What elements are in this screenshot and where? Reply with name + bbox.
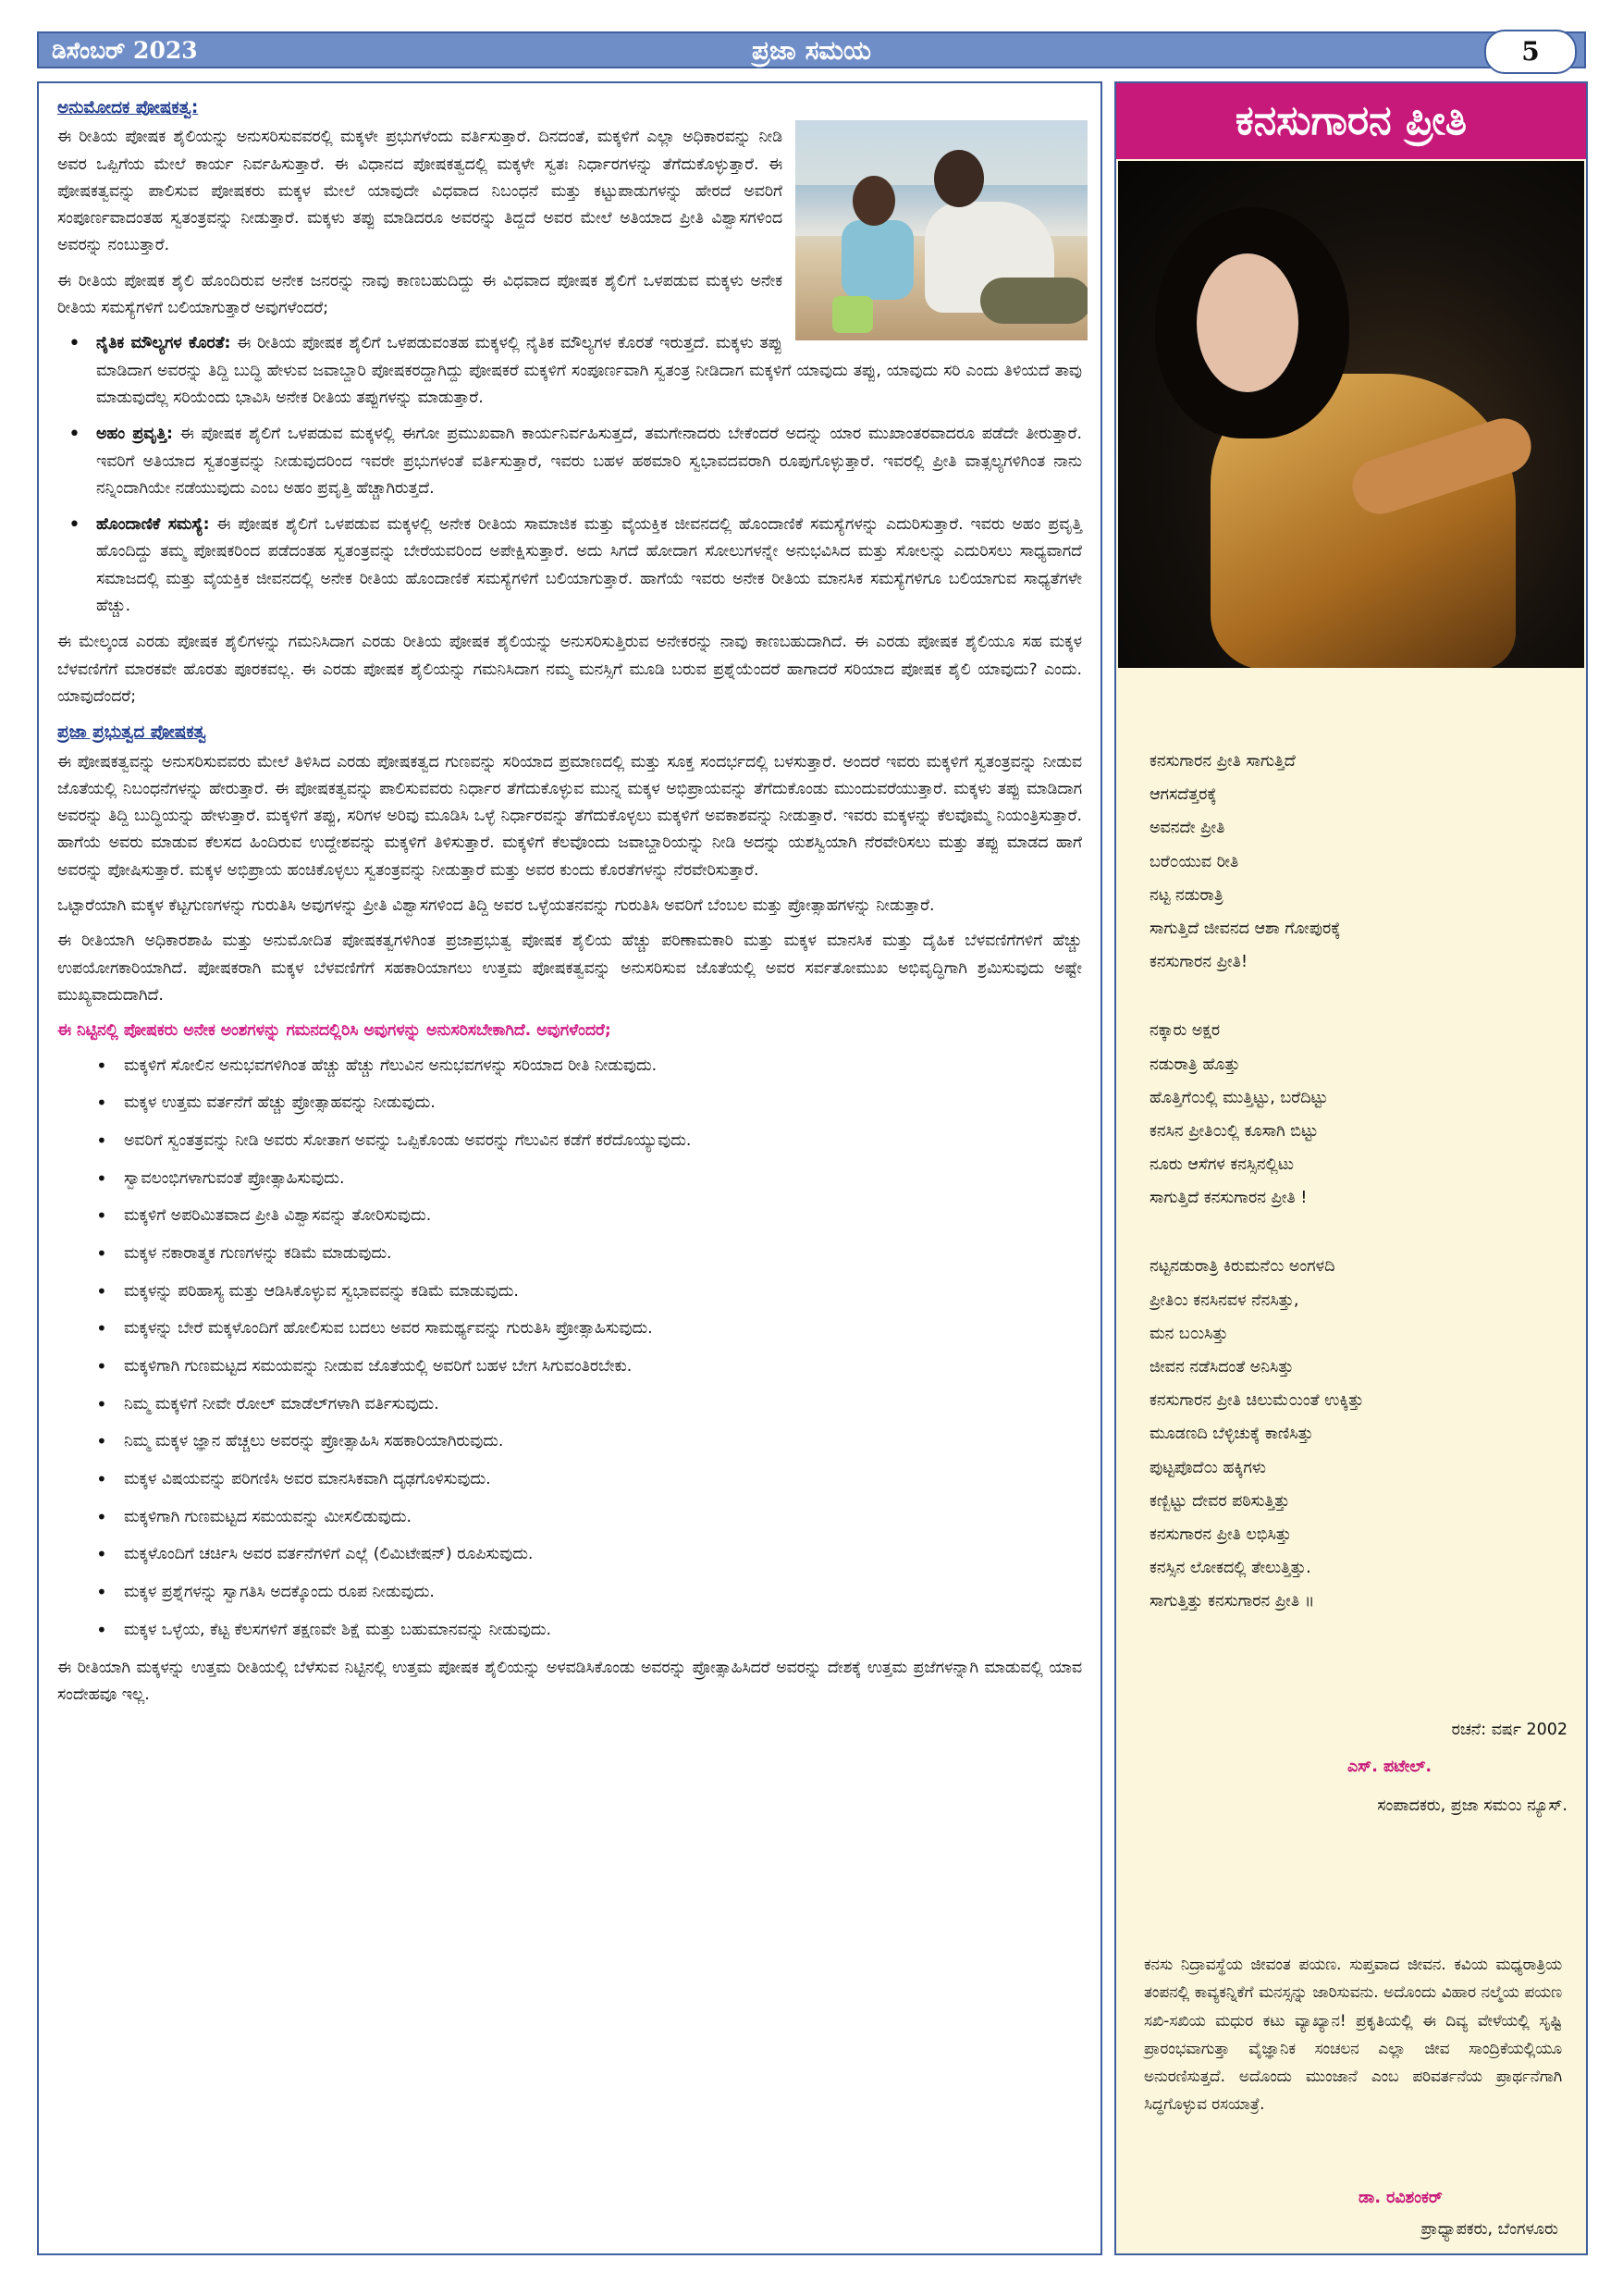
paragraph: ಒಟ್ಟಾರೆಯಾಗಿ ಮಕ್ಕಳ ಕೆಟ್ಟಗುಣಗಳನ್ನು ಗುರುತಿಸಿ ಅವುಗಳನ್ನು ಪ್ರೀತಿ ವಿಶ್ವಾಸಗಳಿಂದ ತಿದ್ದಿ ಅವರ ಒಳ್ಳೆಯತನವನ್ನು ಗುರುತಿಸಿ ಅವರಿಗೆ ಬೆಂಬಲ ಮತ್ತು ಪ್ರೋತ್ಸಾಹಗಳನ್ನು ನೀಡುತ್ತಾರೆ. — [57, 896, 935, 916]
paragraph: ಈ ರೀತಿಯ ಪೋಷಕ ಶೈಲಿಯನ್ನು ಅನುಸರಿಸುವವರಲ್ಲಿ ಮಕ್ಕಳೇ ಪ್ರಭುಗಳೆಂದು ವರ್ತಿಸುತ್ತಾರೆ. ದಿನದಂತೆ, ಮಕ್ಕಳಿಗೆ ಎಲ್ಲಾ ಅಧಿಕಾರವನ್ನು ನೀಡಿ ಅವರ ಒಪ್ಪಿಗೆಯ ಮೇಲೆ ಕಾರ್ಯ ನಿರ್ವಹಿಸುತ್ತಾರೆ. ಈ ವಿಧಾನದ ಪೋಷಕತ್ವದಲ್ಲಿ ಮಕ್ಕಳೇ ಸ್ವತಃ ನಿರ್ಧಾರಗಳನ್ನು ತೆಗೆದುಕೊಳ್ಳುತ್ತಾರೆ. ಈ ಪೋಷಕತ್ವವನ್ನು ಪಾಲಿಸುವ ಪೋಷಕರು ಮಕ್ಕಳ ಮೇಲೆ ಯಾವುದೇ ವಿಧವಾದ ನಿಬಂಧನೆ ಮತ್ತು ಕಟ್ಟುಪಾಡುಗಳನ್ನು ಹೇರದೆ ಅವರಿಗೆ ಸಂಪೂರ್ಣವಾದಂತಹ ಸ್ವತಂತ್ರವನ್ನು ನೀಡುತ್ತಾರೆ. ಮಕ್ಕಳು ತಪ್ಪು ಮಾಡಿದರೂ ಅವರನ್ನು ತಿದ್ದದೆ ಅವರ ಮೇಲೆ ಅತಿಯಾದ ಪ್ರೀತಿ ವಿಶ್ವಾಸಗಳಿಂದ ಅವರನ್ನು ನಂಬುತ್ತಾರೆ. — [57, 128, 782, 255]
tips-list — [57, 1053, 1082, 1645]
poem-line: ಕನಸುಗಾರನ ಪ್ರೀತಿ ಲಭಿಸಿತ್ತು — [1150, 1524, 1292, 1544]
paragraph: ಈ ಪೋಷಕತ್ವವನ್ನು ಅನುಸರಿಸುವವರು ಮೇಲೆ ತಿಳಿಸಿದ ಎರಡು ಪೋಷಕತ್ವದ ಗುಣವನ್ನು ಸರಿಯಾದ ಪ್ರಮಾಣದಲ್ಲಿ ಮತ್ತು ಸೂಕ್ತ ಸಂದರ್ಭದಲ್ಲಿ ಬಳಸುತ್ತಾರೆ. ಅಂದರೆ ಇವರು ಮಕ್ಕಳಿಗೆ ಸ್ವತಂತ್ರವನ್ನು ನೀಡುವ ಜೊತೆಯಲ್ಲಿ ನಿಬಂಧನೆಗಳನ್ನು ಹೇರುತ್ತಾರೆ. ಈ ಪೋಷಕತ್ವವನ್ನು ಪಾಲಿಸುವವರು ನಿರ್ಧಾರ ತೆಗೆದುಕೊಳ್ಳುವ ಮುನ್ನ ಮಕ್ಕಳ ಅಭಿಪ್ರಾಯವನ್ನು ತೆಗೆದುಕೊಂಡು ಮುಂದುವರೆಯುತ್ತಾರೆ. ಮಕ್ಕಳು ತಪ್ಪು ಮಾಡಿದಾಗ ಅವರನ್ನು ತಿದ್ದಿ ಬುದ್ಧಿಯನ್ನು ಹೇಳುತ್ತಾರೆ. ಮಕ್ಕಳಿಗೆ ತಪ್ಪು, ಸರಿಗಳ ಅರಿವು ಮೂಡಿಸಿ ಒಳ್ಳೆ ನಿರ್ಧಾರವನ್ನು ತೆಗೆದುಕೊಳ್ಳಲು ಮಕ್ಕಳಿಗೆ ಅವಕಾಶವನ್ನು ನೀಡುತ್ತಾರೆ. ಇವರು ಮಕ್ಕಳನ್ನು ಕೆಲವೊಮ್ಮೆ ನಿಯಂತ್ರಿಸುತ್ತಾರೆ. ಹಾಗೆಯೆ ಅವರು ಮಾಡುವ ಕೆಲಸದ ಹಿಂದಿರುವ ಉದ್ದೇಶವನ್ನು ಮಕ್ಕಳಿಗೆ ತಿಳಿಸುತ್ತಾರೆ. ಮಕ್ಕಳಿಗೆ ಕೆಲವೊಂದು ಜವಾಬ್ದಾರಿಯನ್ನು ನೀಡಿ ಅದನ್ನು ಯಶಸ್ವಿಯಾಗಿ ನೆರವೇರಿಸಲು ಮತ್ತು ತಪ್ಪು ಮಾಡದ ಹಾಗೆ ಅವರನ್ನು ಪೋಷಿಸುತ್ತಾರೆ. ಮಕ್ಕಳ ಅಭಿಪ್ರಾಯ ಹಂಚಿಕೊಳ್ಳಲು ಸ್ವತಂತ್ರವನ್ನು ನೀಡುತ್ತಾರೆ ಮತ್ತು ಅವರ ಕುಂದು ಕೊರತೆಗಳನ್ನು ನೆರವೇರಿಸುತ್ತಾರೆ. — [57, 752, 1082, 880]
essay-author: ಡಾ. ರವಿಶಂಕರ್ — [1359, 2189, 1443, 2207]
list-item: • ಅಹಂ ಪ್ರವೃತ್ತಿ: ಈ ಪೋಷಕ ಶೈಲಿಗೆ ಒಳಪಡುವ ಮಕ್ಕಳಲ್ಲಿ ಈಗೋ ಪ್ರಮುಖವಾಗಿ ಕಾರ್ಯನಿರ್ವಹಿಸುತ್ತದೆ, ತಮಗೇನಾದರು ಬೇಕೆಂದರೆ ಅದನ್ನು ಯಾರ ಮುಖಾಂತರವಾದರೂ ಪಡೆದೇ ತೀರುತ್ತಾರೆ. ಇವರಿಗೆ ಅತಿಯಾದ ಸ್ವತಂತ್ರವನ್ನು ನೀಡುವುದರಿಂದ ಇವರೇ ಪ್ರಭುಗಳಂತೆ ವರ್ತಿಸುತ್ತಾರೆ, ಇವರು ಬಹಳ ಹಠಮಾರಿ ಸ್ವಭಾವದವರಾಗಿ ರೂಪುಗೊಳ್ಳುತ್ತಾರೆ. ಇವರಲ್ಲಿ ಪ್ರೀತಿ ವಾತ್ಸಲ್ಯಗಳಿಗಿಂತ ನಾನು ನನ್ನಿಂದಾಗಿಯೇ ನಡೆಯುವುದು ಎಂಬ ಅಹಂ ಪ್ರವೃತ್ತಿ ಹೆಚ್ಚಾಗಿರುತ್ತದೆ. — [96, 421, 1082, 502]
page-number: 5 — [1484, 30, 1577, 74]
list-item: • ನೈತಿಕ ಮೌಲ್ಯಗಳ ಕೊರತೆ: ಈ ರೀತಿಯ ಪೋಷಕ ಶೈಲಿಗೆ ಒಳಪಡುವಂತಹ ಮಕ್ಕಳಲ್ಲಿ ನೈತಿಕ ಮೌಲ್ಯಗಳ ಕೊರತೆ ಇರುತ್ತದೆ. ಮಕ್ಕಳು ತಪ್ಪು ಮಾಡಿದಾಗ ಅವರನ್ನು ತಿದ್ದಿ ಬುದ್ಧಿ ಹೇಳುವ ಜವಾಬ್ದಾರಿ ಪೋಷಕರದ್ದಾಗಿದ್ದು ಪೋಷಕರೆ ಮಕ್ಕಳಿಗೆ ಸಂಪೂರ್ಣವಾಗಿ ಸ್ವತಂತ್ರ ನೀಡಿದಾಗ ಮಕ್ಕಳಿಗೆ ಯಾವುದು ತಪ್ಪು, ಯಾವುದು ಸರಿ ಎಂದು ತಿಳಿಯದೆ ತಾವು ಮಾಡುವುದೆಲ್ಲ ಸರಿಯೆಂದು ಭಾವಿಸಿ ಅನೇಕ ರೀತಿಯ ತಪ್ಪುಗಳನ್ನು ಮಾಡುತ್ತಾರೆ. — [96, 330, 1082, 412]
paragraph: ಈ ರೀತಿಯಾಗಿ ಅಧಿಕಾರಶಾಹಿ ಮತ್ತು ಅನುಮೋದಿತ ಪೋಷಕತ್ವಗಳಿಗಿಂತ ಪ್ರಜಾಪ್ರಭುತ್ವ ಪೋಷಕ ಶೈಲಿಯ ಹೆಚ್ಚು ಪರಿಣಾಮಕಾರಿ ಮತ್ತು ಮಕ್ಕಳ ಮಾನಸಿಕ ಮತ್ತು ದೈಹಿಕ ಬೆಳವಣಿಗೆಗಳಿಗೆ ಹೆಚ್ಚು ಉಪಯೋಗಕಾರಿಯಾಗಿದೆ. ಪೋಷಕರಾಗಿ ಮಕ್ಕಳ ಬೆಳವಣಿಗೆಗೆ ಸಹಕಾರಿಯಾಗಲು ಉತ್ತಮ ಪೋಷಕತ್ವವನ್ನು ಅನುಸರಿಸುವ ಜೊತೆಯಲ್ಲಿ ಅವರ ಸರ್ವತೋಮುಖ ಅಭಿವೃದ್ಧಿಗಾಗಿ ಶ್ರಮಿಸುವುದು ಅಷ್ಟೇ ಮುಖ್ಯವಾದುದಾಗಿದೆ. — [57, 932, 1082, 1005]
issue-date: ಡಿಸೆಂಬರ್ 2023 — [52, 37, 198, 64]
list-item: • ಮಕ್ಕಳಿಗೆ ಸೋಲಿನ ಅನುಭವಗಳಿಗಿಂತ ಹೆಚ್ಚು ಹೆಚ್ಚು ಗೆಲುವಿನ ಅನುಭವಗಳನ್ನು ಸರಿಯಾದ ರೀತಿ ನೀಡುವುದು. — [124, 1053, 1082, 1080]
list-item: • ನಿಮ್ಮ ಮಕ್ಕಳಿಗೆ ನೀವೇ ರೋಲ್ ಮಾಡೆಲ್‌ಗಳಾಗಿ ವರ್ತಿಸುವುದು. — [124, 1391, 1082, 1418]
list-item: • ಹೊಂದಾಣಿಕೆ ಸಮಸ್ಯೆ: ಈ ಪೋಷಕ ಶೈಲಿಗೆ ಒಳಪಡುವ ಮಕ್ಕಳಲ್ಲಿ ಅನೇಕ ರೀತಿಯ ಸಾಮಾಜಿಕ ಮತ್ತು ವೈಯಕ್ತಿಕ ಜೀವನದಲ್ಲಿ ಹೊಂದಾಣಿಕೆ ಸಮಸ್ಯೆಗಳನ್ನು ಎದುರಿಸುತ್ತಾರೆ. ಇವರು ಅಹಂ ಪ್ರವೃತ್ತಿ ಹೊಂದಿದ್ದು ತಮ್ಮ ಪೋಷಕರಿಂದ ಪಡೆದಂತಹ ಸ್ವತಂತ್ರವನ್ನು ಬೇರೆಯವರಿಂದ ಅಪೇಕ್ಷಿಸುತ್ತಾರೆ. ಅದು ಸಿಗದೆ ಹೋದಾಗ ಸೋಲುಗಳನ್ನೇ ಅನುಭವಿಸಿದ ಮತ್ತು ಸೋಲನ್ನು ಎದುರಿಸಲು ಸಾಧ್ಯವಾಗದೆ ಸಮಾಜದಲ್ಲಿ ಮತ್ತು ವೈಯಕ್ತಿಕ ಜೀವನದಲ್ಲಿ ಅನೇಕ ರೀತಿಯ ಹೊಂದಾಣಿಕೆ ಸಮಸ್ಯೆಗಳಿಗೆ ಬಲಿಯಾಗುತ್ತಾರೆ. ಹಾಗೆಯೆ ಇವರು ಅನೇಕ ರೀತಿಯ ಮಾನಸಿಕ ಸಮಸ್ಯೆಗಳಿಗೂ ಬಲಿಯಾಗುವ ಸಾಧ್ಯತೆಗಳೇ ಹೆಚ್ಚು. — [96, 512, 1082, 620]
poem-line: ಕನಸುಗಾರನ ಪ್ರೀತಿ ಸಾಗುತ್ತಿದೆ — [1150, 752, 1296, 771]
poem-line: ಪುಟ್ಟಪೊದೆ೦ು ಹಕ್ಕಿಗಳು — [1150, 1458, 1266, 1477]
poem-line: ಸಾಗುತ್ತಿತ್ತು ಕನಸುಗಾರನ ಪ್ರೀತಿ ॥ — [1150, 1592, 1315, 1611]
section-heading-democratic: ಪ್ರಜಾ ಪ್ರಭುತ್ವದ ಪೋಷಕತ್ವ — [57, 722, 206, 743]
poem-line: ಹೊತ್ತಿಗೆ೦ುಲ್ಲಿ ಮುತ್ತಿಟ್ಟು, ಬರೆದಿಟ್ಟು — [1150, 1088, 1328, 1107]
essay-author-role: ಪ್ರಾಧ್ಯಾಪಕರು, ಬೆಂಗಳೂರು — [1420, 2220, 1558, 2239]
poem-line: ಕಣ್ಬಿಟ್ಟು ದೇವರ ಪಠಿಸುತ್ತಿತ್ತು — [1150, 1491, 1290, 1511]
parent-child-beach-photo — [795, 120, 1088, 340]
poem-line: ಕನಸುಗಾರನ ಪ್ರೀತಿ ಚಿಲುಮೆ೦ುಂತೆ ಉಕ್ಕಿತ್ತು — [1150, 1391, 1364, 1411]
list-item: • ಮಕ್ಕಳನ್ನು ಪರಿಹಾಸ್ಯ ಮತ್ತು ಆಡಿಸಿಕೊಳ್ಳುವ ಸ್ವಭಾವವನ್ನು ಕಡಿಮೆ ಮಾಡುವುದು. — [124, 1278, 1082, 1305]
list-item: • ಮಕ್ಕಳ ಪ್ರಶ್ನೆಗಳನ್ನು ಸ್ವಾಗತಿಸಿ ಅದಕ್ಕೊಂದು ರೂಪ ನೀಡುವುದು. — [124, 1579, 1082, 1606]
list-item: • ಅವರಿಗೆ ಸ್ವಂತತ್ರವನ್ನು ನೀಡಿ ಅವರು ಸೋತಾಗ ಅವನ್ನು ಒಪ್ಪಿಕೊಂಡು ಅವರನ್ನು ಗೆಲುವಿನ ಕಡೆಗೆ ಕರೆದೊಯ್ಯುವುದು. — [124, 1128, 1082, 1154]
poem-line: ಕನಸ್ಸಿನ ಲೋಕದಲ್ಲಿ ತೇಲುತ್ತಿತ್ತು. — [1150, 1559, 1311, 1578]
poem-stanza-1 — [1150, 747, 1364, 1622]
poem-line: ಅವನದೇ ಪ್ರೀತಿ — [1150, 819, 1225, 838]
closing-paragraph: ಈ ರೀತಿಯಾಗಿ ಮಕ್ಕಳನ್ನು ಉತ್ತಮ ರೀತಿಯಲ್ಲಿ ಬೆಳೆಸುವ ನಿಟ್ಟಿನಲ್ಲಿ ಉತ್ತಮ ಪೋಷಕ ಶೈಲಿಯನ್ನು ಅಳವಡಿಸಿಕೊಂಡು ಅವರನ್ನು ಪ್ರೋತ್ಸಾಹಿಸಿದರೆ ಅವರನ್ನು ದೇಶಕ್ಕೆ ಉತ್ತಮ ಪ್ರಜೆಗಳನ್ನಾಗಿ ಮಾಡುವಲ್ಲಿ ಯಾವ ಸಂದೇಹವೂ ಇಲ್ಲ. — [57, 1658, 1082, 1704]
list-item: • ಮಕ್ಕಳ ಉತ್ತಮ ವರ್ತನೆಗೆ ಹೆಚ್ಚು ಪ್ರೋತ್ಸಾಹವನ್ನು ನೀಡುವುದು. — [124, 1090, 1082, 1117]
problems-list — [57, 330, 1082, 620]
woman-portrait-photo — [1118, 161, 1584, 668]
list-item: • ಮಕ್ಕಳಿಗೆ ಅಪರಿಮಿತವಾದ ಪ್ರೀತಿ ವಿಶ್ವಾಸವನ್ನು ತೋರಿಸುವುದು. — [124, 1203, 1082, 1229]
list-item: • ನಿಮ್ಮ ಮಕ್ಕಳ ಜ್ಞಾನ ಹೆಚ್ಚಲು ಅವರನ್ನು ಪ್ರೋತ್ಸಾಹಿಸಿ ಸಹಕಾರಿಯಾಗಿರುವುದು. — [124, 1428, 1082, 1455]
poem-line: ಕನಸಿನ ಪ್ರೀತಿ೦ುಲ್ಲಿ ಕೂಸಾಗಿ ಬಿಟ್ಟು — [1150, 1121, 1319, 1141]
paragraph: ಈ ರೀತಿಯ ಪೋಷಕ ಶೈಲಿ ಹೊಂದಿರುವ ಅನೇಕ ಜನರನ್ನು ನಾವು ಕಾಣಬಹುದಿದ್ದು ಈ ವಿಧವಾದ ಪೋಷಕ ಶೈಲಿಗೆ ಒಳಪಡುವ ಮಕ್ಕಳು ಅನೇಕ ರೀತಿಯ ಸಮಸ್ಯೆಗಳಿಗೆ ಬಲಿಯಾಗುತ್ತಾರೆ ಅವುಗಳೆಂದರೆ; — [57, 271, 782, 318]
tips-heading: ಈ ನಿಟ್ಟಿನಲ್ಲಿ ಪೋಷಕರು ಅನೇಕ ಅಂಶಗಳನ್ನು ಗಮನದಲ್ಲಿರಿಸಿ ಅವುಗಳನ್ನು ಅನುಸರಿಸಬೇಕಾಗಿದೆ. ಅವುಗಳೆಂದರೆ; — [57, 1021, 611, 1041]
poem-title: ಕನಸುಗಾರನ ಪ್ರೀತಿ — [1116, 83, 1586, 159]
poem-line: ಮೂಡಣದಿ ಬೆಳ್ಳಿಚುಕ್ಕೆ ಕಾಣಿಸಿತ್ತು — [1150, 1425, 1313, 1444]
paragraph: ಈ ಮೇಲ್ಕಂಡ ಎರಡು ಪೋಷಕ ಶೈಲಿಗಳನ್ನು ಗಮನಿಸಿದಾಗ ಎರಡು ರೀತಿಯ ಪೋಷಕ ಶೈಲಿಯನ್ನು ಅನುಸರಿಸುತ್ತಿರುವ ಅನೇಕರನ್ನು ನಾವು ಕಾಣಬಹುದಾಗಿದೆ. ಈ ಎರಡು ಪೋಷಕ ಶೈಲಿಯೂ ಸಹ ಮಕ್ಕಳ ಬೆಳವಣಿಗೆಗೆ ಮಾರಕವೇ ಹೊರತು ಪೂರಕವಲ್ಲ. ಈ ಎರಡು ಪೋಷಕ ಶೈಲಿಯನ್ನು ಗಮನಿಸಿದಾಗ ನಮ್ಮ ಮನಸ್ಸಿಗೆ ಮೂಡಿ ಬರುವ ಪ್ರಶ್ನೆಯೆಂದರೆ ಹಾಗಾದರೆ ಸರಿಯಾದ ಪೋಷಕ ಶೈಲಿ ಯಾವುದು? ಎಂದು. ಯಾವುದೆಂದರೆ; — [57, 633, 1082, 706]
poem-line: ಜೀವನ ನಡೆಸಿದಂತೆ ಅನಿಸಿತ್ತು — [1150, 1358, 1294, 1376]
page-header — [37, 31, 1586, 68]
poem-line: ಬರೆ೦ಯುವ ರೀತಿ — [1150, 852, 1239, 871]
essay-paragraph: ಕನಸು ನಿದ್ರಾವಸ್ಥೆಯ ಜೀವಂತ ಪಯಣ. ಸುಪ್ತವಾದ ಜೀವನ. ಕವಿಯ ಮಧ್ಯರಾತ್ರಿಯ ತಂಪನಲ್ಲಿ ಕಾವ್ಯಕನ್ನಿಕೆಗೆ ಮನಸ್ಸನ್ನು ಜಾರಿಸುವನು. ಅದೊಂದು ವಿಹಾರ ನಲ್ಮೆಯ ಪಯಣ ಸಖಿ-ಸಖಿಯ ಮಧುರ ಕಟು ವ್ಯಾಖ್ಯಾನ! ಪ್ರಕೃತಿಯಲ್ಲಿ ಈ ದಿವ್ಯ ವೇಳೆಯಲ್ಲಿ ಸೃಷ್ಟಿ ಪ್ರಾರಂಭವಾಗುತ್ತಾ ವೈಜ್ಞಾನಿಕ ಸಂಚಲನ ಎಲ್ಲಾ ಜೀವ ಸಾಂದ್ರಿಕೆಯಲ್ಲಿಯೂ ಅನುರಣಿಸುತ್ತದೆ. ಅದೊಂದು ಮುಂಜಾನೆ ಎಂಬ ಪರಿವರ್ತನೆಯ ಪ್ರಾರ್ಥನೆಗಾಗಿ ಸಿದ್ಧಗೊಳ್ಳುವ ರಸಯಾತ್ರೆ. — [1144, 1955, 1562, 2114]
poem-line: ಆಗಸದೆತ್ತರಕ್ಕೆ — [1150, 785, 1217, 805]
poem-line: ಸಾಗುತ್ತಿದೆ ಕನಸುಗಾರನ ಪ್ರೀತಿ ! — [1150, 1189, 1308, 1208]
poem-author: ಎಸ್. ಪಟೇಲ್. — [1347, 1758, 1432, 1776]
poem-line: ನಟ್ಟನಡುರಾತ್ರಿ ಕಿರುಮನೆ೦ು ಅಂಗಳದಿ — [1150, 1257, 1335, 1277]
list-item: • ಮಕ್ಕಳ ನಕಾರಾತ್ಮಕ ಗುಣಗಳನ್ನು ಕಡಿಮೆ ಮಾಡುವುದು. — [124, 1241, 1082, 1267]
poem-line: ನಡುರಾತ್ರಿ ಹೊತ್ತು — [1150, 1055, 1240, 1074]
poem-author-role: ಸಂಪಾದಕರು, ಪ್ರಜಾ ಸಮ೦ು ನ್ಯೂಸ್. — [1377, 1796, 1568, 1815]
poem-sidebar — [1114, 81, 1588, 2255]
list-item: • ಮಕ್ಕಳ ವಿಷಯವನ್ನು ಪರಿಗಣಿಸಿ ಅವರ ಮಾನಸಿಕವಾಗಿ ದೃಢಗೊಳಿಸುವುದು. — [124, 1466, 1082, 1493]
poem-line: ನಕ್ಕಾರು ಅಕ್ಷರ — [1150, 1021, 1221, 1041]
list-item: • ಮಕ್ಕಳ ಒಳ್ಳೆಯ, ಕೆಟ್ಟ ಕೆಲಸಗಳಿಗೆ ತಕ್ಷಣವೇ ಶಿಕ್ಷೆ ಮತ್ತು ಬಹುಮಾನವನ್ನು ನೀಡುವುದು. — [124, 1617, 1082, 1644]
poem-line: ಸಾಗುತ್ತಿದೆ ಜೀವನದ ಆಶಾ ಗೋಪುರಕ್ಕೆ — [1150, 919, 1341, 938]
section-heading-permissive: ಅನುಮೋದಕ ಪೋಷಕತ್ವ: — [57, 98, 199, 117]
poem-line: ಪ್ರೀತಿ೦ು ಕನಸಿನವಳ ನೆನಸಿತ್ತು, — [1150, 1290, 1299, 1310]
publication-title: ಪ್ರಜಾ ಸಮಯ — [751, 35, 872, 66]
main-article — [37, 81, 1102, 2255]
list-item: • ಸ್ವಾವಲಂಭಿಗಳಾಗುವಂತೆ ಪ್ರೋತ್ಸಾಹಿಸುವುದು. — [124, 1166, 1082, 1192]
list-item: • ಮಕ್ಕಳಿಗಾಗಿ ಗುಣಮಟ್ಟದ ಸಮಯವನ್ನು ನೀಡುವ ಜೊತೆಯಲ್ಲಿ ಅವರಿಗೆ ಬಹಳ ಬೇಗ ಸಿಗುವಂತಿರಬೇಕು. — [124, 1353, 1082, 1380]
list-item: • ಮಕ್ಕಳೊಂದಿಗೆ ಚರ್ಚಿಸಿ ಅವರ ವರ್ತನೆಗಳಿಗೆ ಎಲ್ಲೆ (ಲಿಮಿಟೇಷನ್) ರೂಪಿಸುವುದು. — [124, 1541, 1082, 1568]
poem-line: ನೂರು ಆಸೆಗಳ ಕನಸ್ಸಿನಲ್ಲಿಟು — [1150, 1155, 1294, 1175]
poem-line: ಮನ ಬ೦ುಸಿತ್ತು — [1150, 1324, 1228, 1343]
poem-line: ನಟ್ಟ ನಡುರಾತ್ರಿ — [1150, 885, 1223, 905]
poem-year: ರಚನೆ: ವರ್ಷ 2002 — [1451, 1721, 1568, 1739]
poem-line: ಕನಸುಗಾರನ ಪ್ರೀತಿ! — [1150, 953, 1248, 972]
list-item: • ಮಕ್ಕಳನ್ನು ಬೇರೆ ಮಕ್ಕಳೊಂದಿಗೆ ಹೋಲಿಸುವ ಬದಲು ಅವರ ಸಾಮರ್ಥ್ಯವನ್ನು ಗುರುತಿಸಿ ಪ್ರೋತ್ಸಾಹಿಸುವುದು. — [124, 1315, 1082, 1342]
list-item: • ಮಕ್ಕಳಿಗಾಗಿ ಗುಣಮಟ್ಟದ ಸಮಯವನ್ನು ಮೀಸಲಿಡುವುದು. — [124, 1504, 1082, 1531]
